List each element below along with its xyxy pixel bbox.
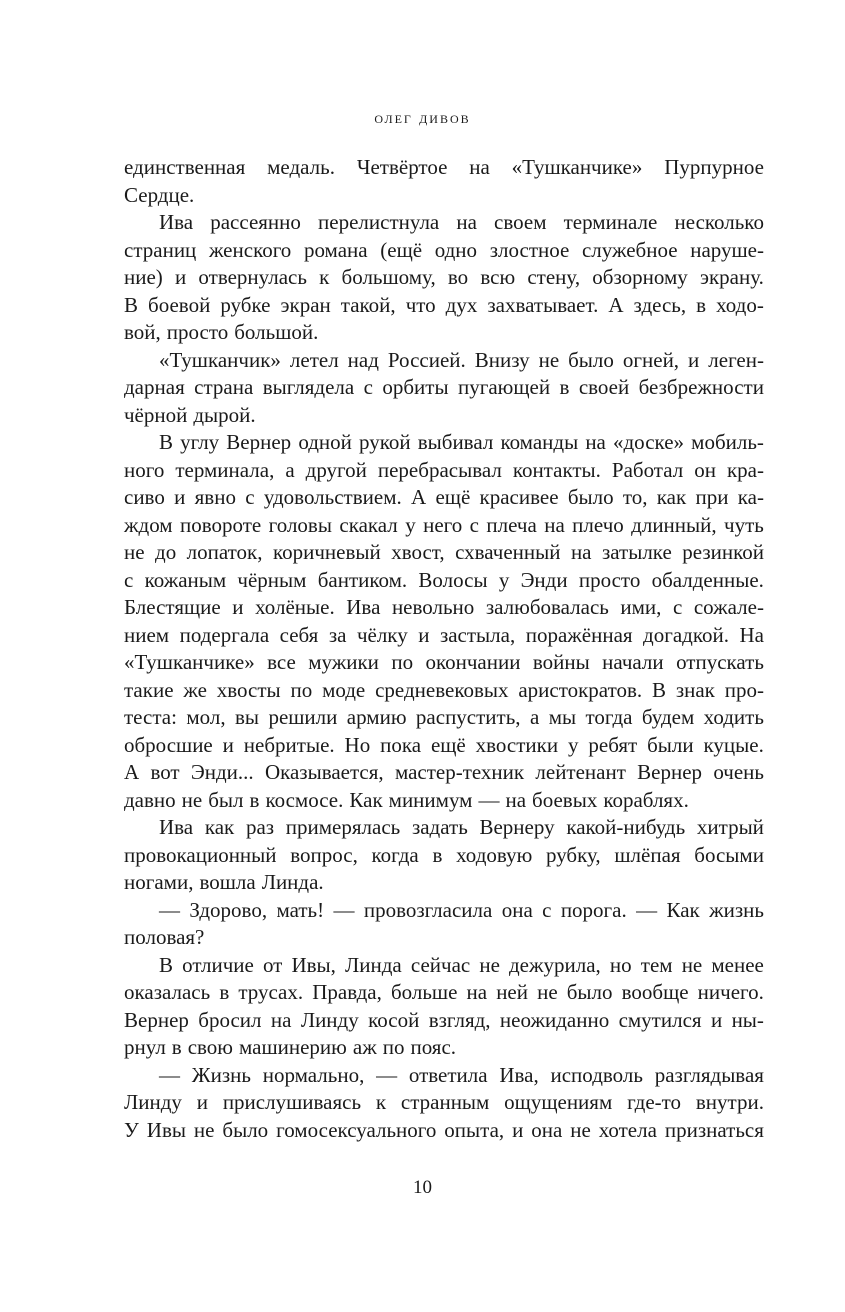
text-line: дарная страна выглядела с орбиты пугающей в своей безбрежности (124, 375, 764, 399)
text-line: ние) и отвернулась к большому, во всю стену, обзорному экрану. (124, 265, 764, 289)
text-line: Сердце. (124, 182, 195, 207)
text-line: давно не был в космосе. Как минимум — на боевых кораблях. (124, 787, 689, 812)
text-line: половая? (124, 925, 205, 949)
text-line: Ива как раз примерялась задать Вернеру какой-нибудь хитрый (159, 815, 764, 839)
text-line: Вернер бросил на Линду косой взгляд, неожиданно смутился и ны- (124, 1007, 764, 1032)
page-number: 10 (413, 1177, 432, 1198)
text-line: такие же хвосты по моде средневековых аристократов. В знак про- (124, 677, 764, 702)
text-line: Линду и прислушиваясь к странным ощущениям где-то внутри. (124, 1090, 764, 1114)
body-text (124, 154, 764, 1144)
running-header: олег дивов (374, 108, 471, 127)
text-line: — Жизнь нормально, — ответила Ива, исподволь разглядывая (159, 1062, 764, 1087)
text-line: рнул в свою машинерию аж по пояс. (124, 1035, 457, 1059)
text-line: сиво и явно с удовольствием. А ещё красивее было то, как при ка- (124, 485, 764, 509)
text-line: вой, просто большой. (124, 320, 319, 344)
text-line: оказалась в трусах. Правда, больше на ней не было вообще ничего. (124, 980, 764, 1004)
text-line: В углу Вернер одной рукой выбивал команды на «доске» мобиль- (159, 430, 764, 454)
text-line: А вот Энди... Оказывается, мастер-техник лейтенант Вернер очень (124, 760, 764, 784)
text-line: обросшие и небритые. Но пока ещё хвостики у ребят были куцые. (124, 732, 764, 757)
text-line: с кожаным чёрным бантиком. Волосы у Энди просто обалденные. (124, 567, 764, 592)
text-line: В боевой рубке экран такой, что дух захватывает. А здесь, в ходо- (124, 292, 764, 317)
text-line: чёрной дырой. (124, 402, 256, 427)
text-line: «Тушканчике» все мужики по окончании войны начали отпускать (124, 650, 764, 674)
text-line: единственная медаль. Четвёртое на «Тушканчике» Пурпурное (124, 155, 764, 179)
text-line: ждом повороте головы скакал у него с плеча на плечо длинный, чуть (124, 512, 764, 537)
text-line: провокационный вопрос, когда в ходовую рубку, шлёпая босыми (124, 842, 764, 867)
text-line: — Здорово, мать! — провозгласила она с порога. — Как жизнь (159, 897, 764, 922)
text-line: Блестящие и холёные. Ива невольно залюбовалась ими, с сожале- (124, 595, 764, 619)
text-line: ногами, вошла Линда. (124, 870, 324, 894)
text-line: В отличие от Ивы, Линда сейчас не дежурила, но тем не менее (159, 952, 764, 977)
text-line: ного терминала, а другой перебрасывал контакты. Работал он кра- (124, 457, 764, 482)
text-line: страниц женского романа (ещё одно злостное служебное наруше- (124, 237, 764, 262)
text-line: теста: мол, вы решили армию распустить, а мы тогда будем ходить (124, 705, 764, 729)
text-line: «Тушканчик» летел над Россией. Внизу не было огней, и леген- (159, 347, 764, 372)
text-line: Ива рассеянно перелистнула на своем терминале несколько (159, 210, 764, 234)
text-line: нием подергала себя за чёлку и застыла, поражённая догадкой. На (124, 622, 764, 647)
text-line: У Ивы не было гомосексуального опыта, и она не хотела признаться (124, 1117, 764, 1142)
text-line: не до лопаток, коричневый хвост, схваченный на затылке резинкой (124, 540, 764, 564)
